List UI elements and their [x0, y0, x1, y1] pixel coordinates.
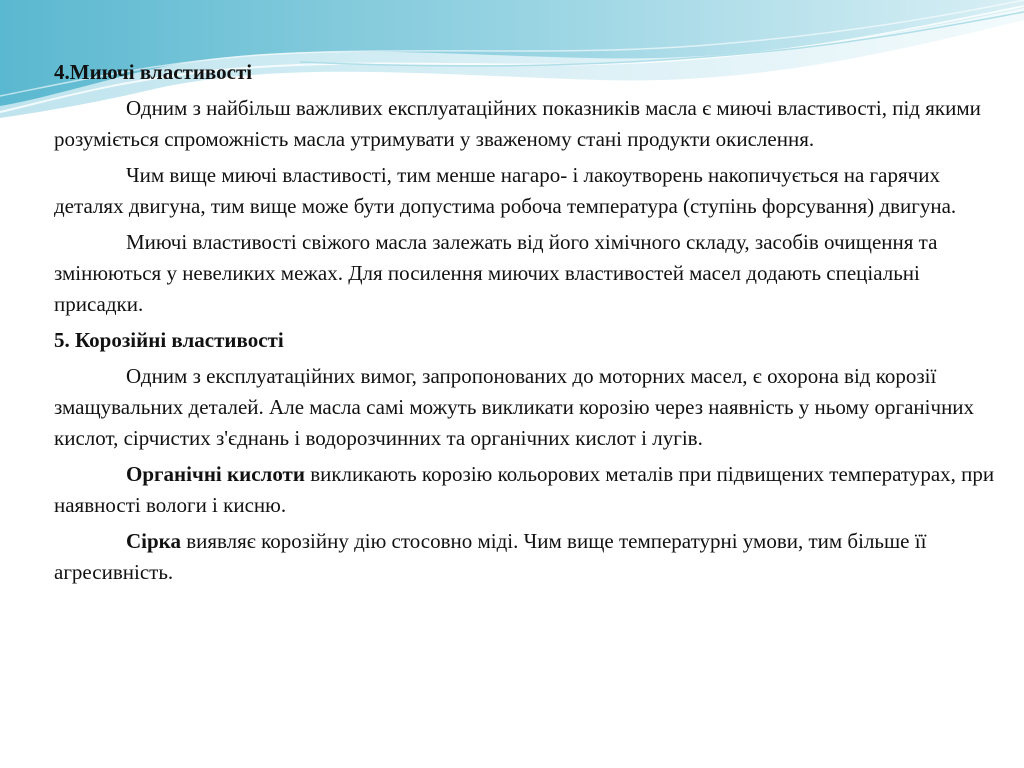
section4-paragraph-3: Миючі властивості свіжого масла залежать від його хімічного складу, засобів очищення та змінюються у невеликих межах. Для посилення миючих властивостей масел додають спеціальні присадки.: [54, 230, 938, 316]
section5-paragraph-sulfur: [54, 526, 1004, 588]
section5-paragraph-1: Одним з експлуатаційних вимог, запропонованих до моторних масел, є охорона від корозії змащувальних деталей. Але масла самі можуть викликати корозію через наявність у ньому органічних кислот, сірчистих з'єднань і водорозчинних та органічних кислот і лугів.: [54, 364, 975, 450]
section4-heading: 4.Миючі властивості: [54, 60, 253, 84]
sulfur-text: виявляє корозійну дію стосовно міді. Чим вище температурні умови, тим більше її агресивність.: [54, 529, 927, 584]
section5-paragraph-organic: [54, 459, 1004, 521]
organic-acids-text: викликають корозію кольорових металів при підвищених температурах, при наявності вологи і кисню.: [54, 462, 995, 517]
section5-heading: 5. Корозійні властивості: [54, 328, 284, 352]
slide-content: [54, 57, 1004, 593]
section4-paragraph-1: Одним з найбільш важливих експлуатаційних показників масла є миючі властивості, під якими розуміється спроможність масла утримувати у зваженому стані продукти окислення.: [54, 96, 981, 151]
organic-acids-term: Органічні кислоти: [126, 462, 305, 486]
section4-paragraph-2: Чим вище миючі властивості, тим менше нагаро- і лакоутворень накопичується на гарячих деталях двигуна, тим вище може бути допустима робоча температура (ступінь форсування) двигуна.: [54, 163, 957, 218]
sulfur-term: Сірка: [126, 529, 181, 553]
